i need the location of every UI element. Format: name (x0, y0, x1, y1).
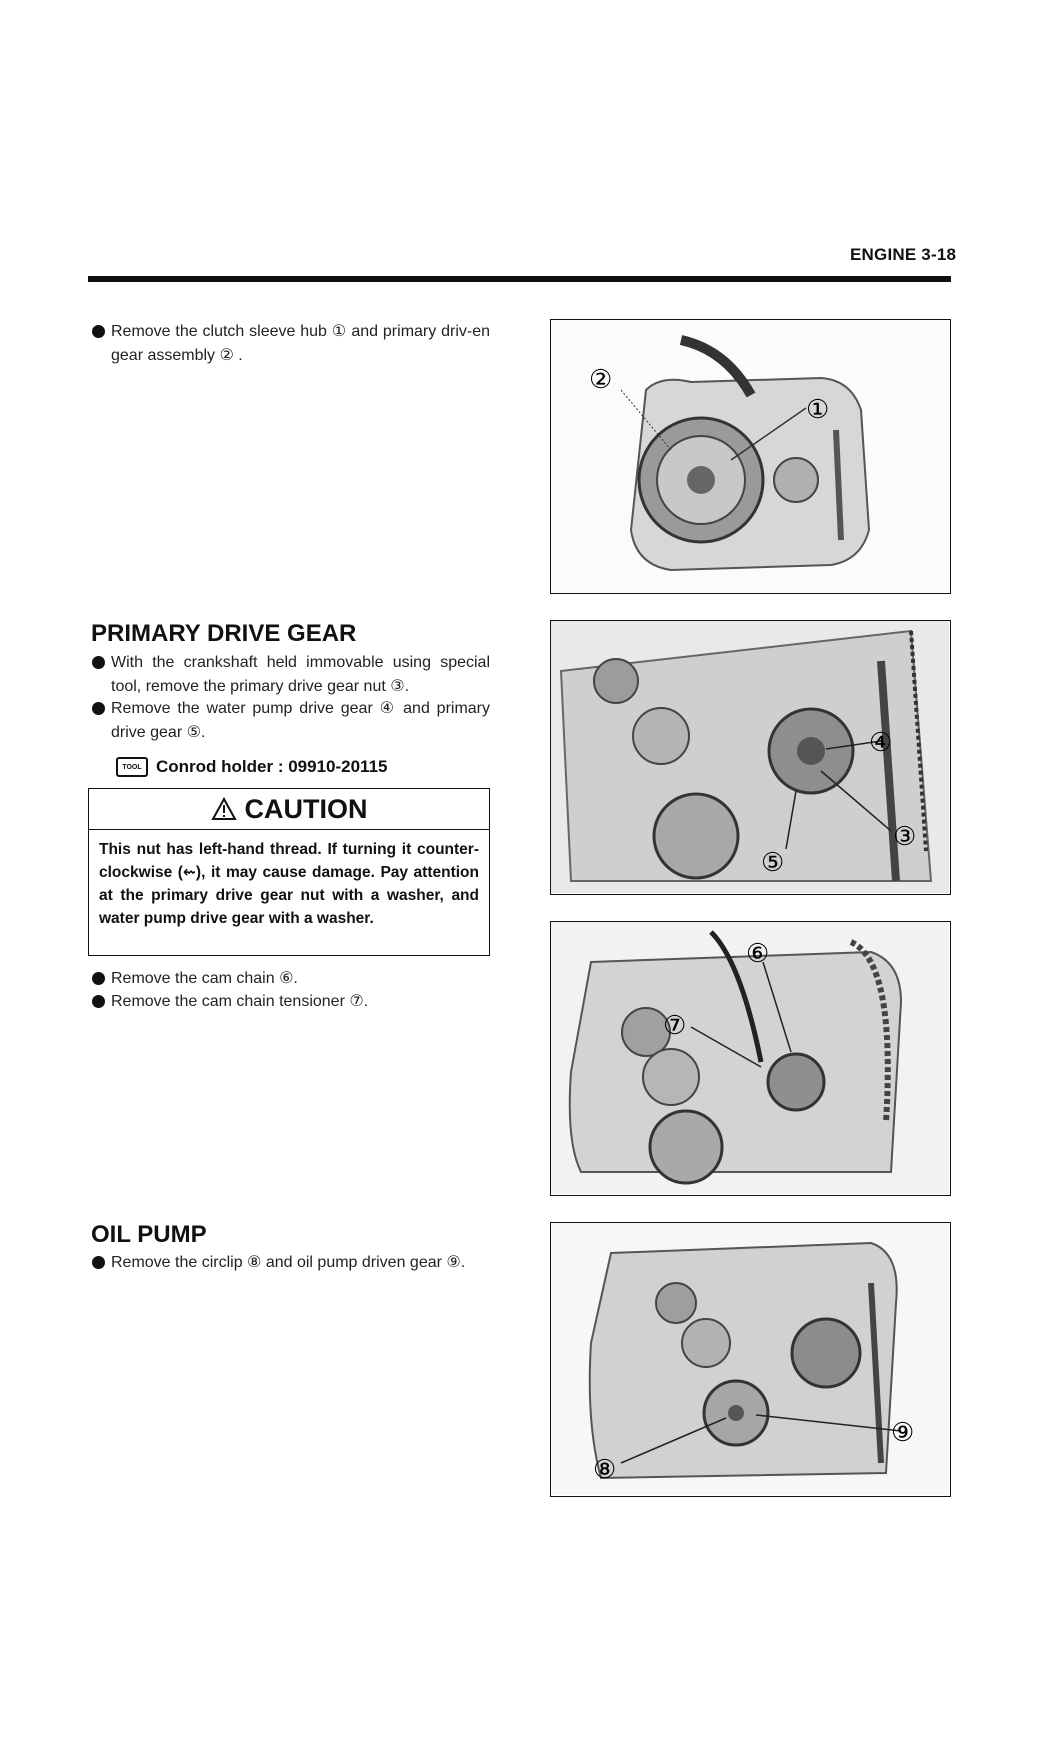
callout-label: ⑦ (663, 1011, 687, 1041)
tool-icon: TOOL (116, 757, 148, 777)
section-title-oil-pump: OIL PUMP (91, 1221, 207, 1248)
list-item (92, 651, 490, 699)
engine-photo-illustration (551, 621, 949, 893)
list-item (92, 990, 490, 1014)
caution-header (89, 789, 489, 830)
bullet-dot-icon (92, 325, 105, 338)
tool-name: Conrod holder : 09910-20115 (156, 757, 388, 776)
page-header: ENGINE 3-18 (850, 245, 957, 264)
list-item (92, 967, 490, 991)
instruction-text: With the crankshaft held immovable using special tool, remove the primary drive gear nut ③. (111, 654, 490, 695)
callout-label: ① (806, 395, 830, 425)
figure-primary-drive-gear (550, 620, 951, 895)
callout-label: ④ (869, 728, 893, 758)
caution-title: CAUTION (244, 793, 368, 824)
bullet-dot-icon (92, 995, 105, 1008)
callout-label: ③ (893, 822, 917, 852)
instruction-text: Remove the circlip ⑧ and oil pump driven gear ⑨. (111, 1254, 466, 1271)
instruction-text: Remove the cam chain ⑥. (111, 970, 298, 987)
section-title-primary-drive-gear: PRIMARY DRIVE GEAR (91, 620, 357, 647)
list-item (92, 1251, 490, 1275)
bullet-dot-icon (92, 972, 105, 985)
figure-cam-chain (550, 921, 951, 1196)
instruction-text: Remove the cam chain tensioner ⑦. (111, 993, 369, 1010)
callout-label: ⑤ (761, 848, 785, 878)
figure-oil-pump (550, 1222, 951, 1497)
engine-photo-illustration (551, 320, 949, 592)
bullet-dot-icon (92, 656, 105, 669)
instruction-text: Remove the clutch sleeve hub ① and primary driv-en gear assembly ② . (111, 323, 490, 364)
engine-photo-illustration (551, 1223, 949, 1495)
list-item (92, 320, 490, 368)
callout-label: ⑨ (891, 1418, 915, 1448)
list-item (92, 697, 490, 745)
instruction-text: Remove the water pump drive gear ④ and primary drive gear ⑤. (111, 700, 490, 741)
bullet-dot-icon (92, 1256, 105, 1269)
callout-label: ⑥ (746, 939, 770, 969)
figure-clutch-hub (550, 319, 951, 594)
callout-label: ⑧ (593, 1455, 617, 1485)
special-tool-line (116, 757, 387, 777)
warning-triangle-icon (211, 797, 237, 821)
engine-photo-illustration (551, 922, 949, 1194)
header-rule (88, 276, 951, 282)
callout-label: ② (589, 365, 613, 395)
bullet-dot-icon (92, 702, 105, 715)
caution-box (88, 788, 490, 956)
caution-text: This nut has left-hand thread. If turning it counter-clockwise (⇜), it may cause damage. Pay attention at the primary drive gear nut with a washer, and water pump drive gear with a washer. (99, 841, 479, 927)
